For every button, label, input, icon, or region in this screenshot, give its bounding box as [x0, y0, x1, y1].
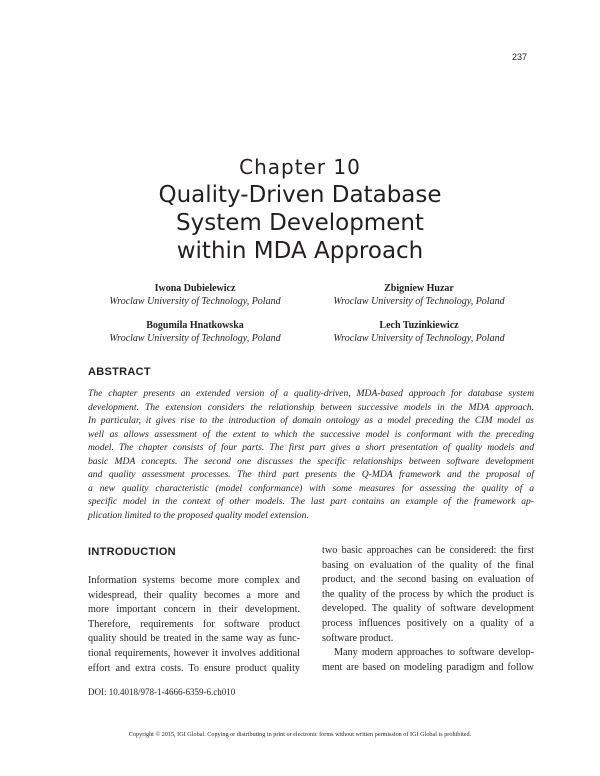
abstract-line: specific model in the context of other models. The last part contains an example of the framework ap- — [88, 496, 534, 507]
abstract-heading: ABSTRACT — [88, 366, 151, 378]
body-column-left — [88, 574, 300, 676]
author-affiliation: Wroclaw University of Technology, Poland — [109, 333, 281, 344]
body-line: process influences positively on a quality of a — [322, 617, 534, 629]
author-block — [284, 282, 554, 308]
copyright-notice: Copyright © 2015, IGI Global. Copying or distributing in print or electronic forms without written permission of IGI Global is prohibited. — [128, 731, 472, 738]
body-line: the quality of the process by which the product is — [322, 588, 534, 600]
author-affiliation: Wroclaw University of Technology, Poland — [109, 296, 281, 307]
author-block — [284, 319, 554, 345]
abstract-line: well as allows assessment of the extent to which the successive model is conformant with the preceding — [88, 428, 534, 440]
title-line: within MDA Approach — [176, 238, 424, 264]
abstract-line: a new quality characteristic (model conformance) with some measures for assessing the quality of a — [88, 482, 534, 494]
abstract-line: and quality assessment processes. The third part presents the Q-MDA framework and the proposal of — [88, 469, 534, 480]
abstract-line: model. The chapter consists of four parts. The first part gives a short presentation of quality models and — [88, 442, 534, 453]
body-line: tional requirements, however it involves additional — [88, 647, 300, 659]
doi: DOI: 10.4018/978-1-4666-6359-6.ch010 — [88, 687, 236, 697]
abstract-line: development. The extension considers the relationship between successive models in the MDA approach. — [88, 401, 534, 413]
body-line: Therefore, requirements for software product — [88, 618, 300, 630]
introduction-heading: INTRODUCTION — [88, 546, 176, 558]
body-line: quality should be treated in the same way as func- — [88, 633, 300, 645]
body-line: basing on evaluation of the quality of the final — [322, 559, 534, 571]
abstract-line: In particular, it gives rise to the introduction of domain ontology as a model preceding the CIM model as — [88, 415, 534, 426]
abstract-line: The chapter presents an extended version of a quality-driven, MDA-based approach for database system — [88, 388, 534, 399]
abstract-text — [88, 387, 534, 522]
body-line: Many modern approaches to software develop- — [334, 647, 534, 659]
body-line: Information systems become more complex and — [88, 575, 300, 586]
body-column-right — [322, 544, 534, 675]
abstract-line: plication limited to the proposed quality model extension. — [88, 509, 309, 521]
author-name: Iwona Dubielewicz — [154, 283, 236, 294]
body-line: developed. The quality of software development — [322, 603, 534, 615]
page-number: 237 — [511, 52, 527, 62]
chapter-title — [0, 181, 600, 265]
body-line: two basic approaches can be considered: the first — [322, 545, 534, 556]
body-line: effort and extra costs. To ensure product quality — [88, 662, 300, 674]
author-name: Bogumila Hnatkowska — [146, 320, 244, 331]
body-line: more important concern in their development. — [88, 604, 300, 616]
body-line: software product. — [322, 632, 394, 644]
author-affiliation: Wroclaw University of Technology, Poland — [333, 333, 505, 344]
author-name: Lech Tuzinkiewicz — [379, 320, 459, 331]
body-line: widespread, their quality becomes a more and — [88, 589, 300, 601]
author-affiliation: Wroclaw University of Technology, Poland — [333, 296, 505, 307]
title-line: Quality-Driven Database — [158, 182, 442, 208]
abstract-line: basic MDA concepts. The second one discusses the specific relationships between software development — [88, 455, 534, 467]
body-line: ment are based on modeling paradigm and follow — [322, 661, 534, 673]
chapter-label: Chapter 10 — [239, 155, 361, 179]
title-line: System Development — [176, 210, 424, 236]
author-name: Zbigniew Huzar — [384, 283, 454, 294]
body-line: product, and the second basing on evaluation of — [322, 574, 534, 586]
